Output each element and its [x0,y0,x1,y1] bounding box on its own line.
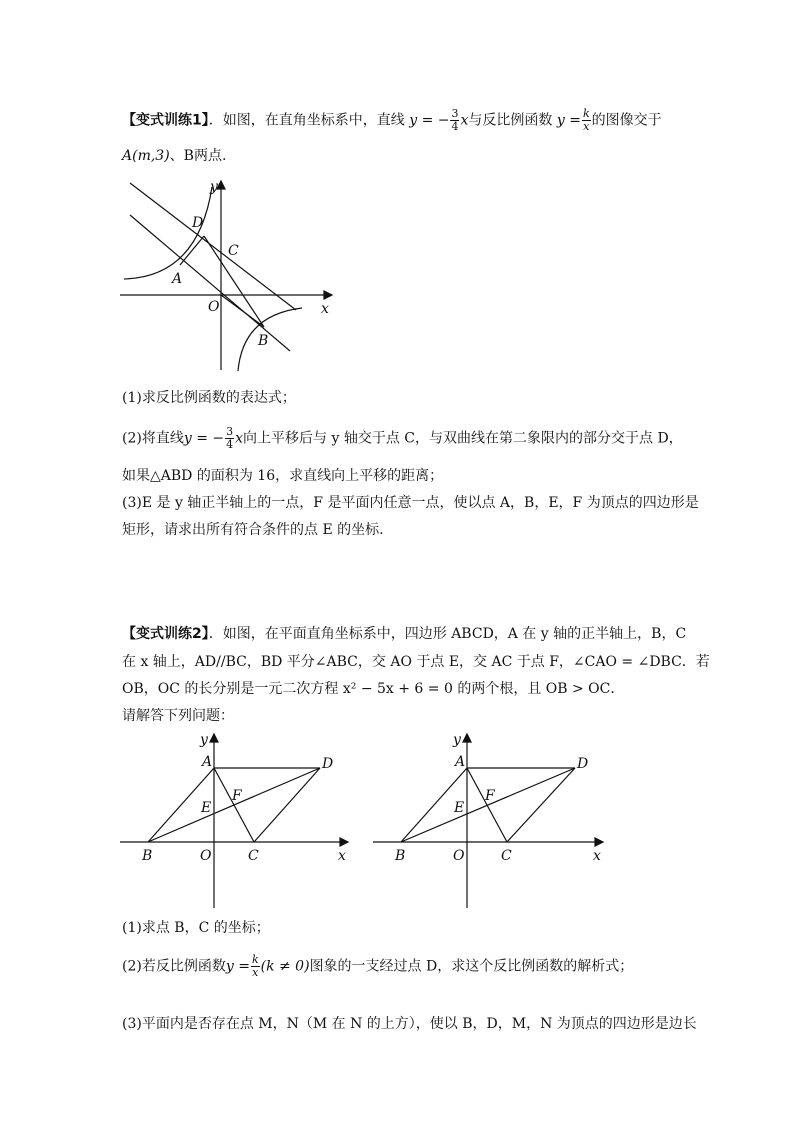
p1-q2-a: (2)将直线 [122,430,184,447]
p1-eq-x: x [460,112,469,129]
p1-q2-den: 4 [226,438,234,451]
p1-intro-c: 的图像交于 [591,112,662,129]
p1-label-x: x [321,301,329,317]
p2-q2-b: 图象的一支经过点 D，求这个反比例函数的解析式； [309,958,634,975]
p1-hyperbola-q2 [124,187,212,279]
p1-label-b: B [258,333,269,349]
p1-q2-num: 3 [226,425,234,438]
p1-seg-ad [180,236,204,265]
p1-label-c: C [228,243,239,259]
p2-q2-lhs: y = [225,958,250,975]
p1-line-dc [130,183,296,310]
p2r-x-arrow [595,838,603,846]
p2r-label-o: O [453,848,465,864]
p1-hyperbola-q4 [238,308,302,371]
p2r-y-arrow [463,734,471,742]
p2l-y-arrow [210,734,218,742]
p2l-label-e: E [201,800,212,816]
p2-q2-frac [251,954,260,979]
p1-inv-frac [582,108,591,133]
p2-l3: OB，OC 的长分别是一元二次方程 x² − 5x + 6 = 0 的两个根，且 OB > OC． [122,681,625,697]
p1-point-a: A(m,3) [122,148,170,164]
p2l-x-arrow [340,838,348,846]
p2-q2-line [122,954,633,979]
p1-q1: (1)求反比例函数的表达式； [122,390,296,406]
p1-inv-lhs: y = [556,112,581,129]
p1-eq-lhs: y = − [409,112,450,129]
p2l-label-b: B [142,848,153,864]
p1-inv-den: x [583,120,590,133]
p1-line-ab [130,215,290,351]
p1-q3-a: (3)E 是 y 轴正半轴上的一点，F 是平面内任意一点，使以点 A，B，E，F 为顶点的四边形是 [122,495,699,511]
p2l-label-y: y [200,732,208,748]
p2-l4: 请解答下列问题： [122,708,234,724]
p2r-label-c: C [501,848,512,864]
p2-figure-right [373,728,613,913]
p1-q2-c: 如果△ABD 的面积为 16，求直线向上平移的距离； [122,468,444,484]
p2l-label-o: O [200,848,212,864]
p2-l1: ．如图，在平面直角坐标系中，四边形 ABCD，A 在 y 轴的正半轴上，B，C [208,626,687,642]
p1-q2-x: x [235,430,244,447]
p1-intro-line2 [122,146,226,166]
p2l-label-f: F [232,788,242,804]
p1-eq-num: 3 [451,107,459,120]
p1-eq-frac [450,108,459,133]
p2l-label-d: D [322,756,334,772]
p1-figure [118,175,338,375]
p1-inv-num: k [582,107,590,120]
p2-q2-a: (2)若反比例函数 [122,958,226,975]
p2-title: 【变式训练2】 [122,626,209,642]
p1-title: 【变式训练1】 [122,112,209,129]
p1-label-a: A [172,271,183,287]
p1-intro-b: 与反比例函数 [468,112,553,129]
p1-seg-ob [221,295,264,327]
p2r-label-b: B [395,848,406,864]
p2r-seg-bd [401,768,575,842]
p2-figure-left [120,728,360,913]
p1-q2-b: 向上平移后与 y 轴交于点 C，与双曲线在第二象限内的部分交于点 D， [243,430,683,447]
p2l-label-x: x [338,848,346,864]
p2-q2-den: x [252,966,259,979]
p1-q2-lhs: y = − [183,430,225,447]
p2l-label-c: C [248,848,259,864]
p1-intro-line [122,108,662,133]
p2r-label-x: x [593,848,601,864]
p2l-label-a: A [202,754,213,770]
p1-q3-b: 矩形，请求出所有符合条件的点 E 的坐标. [122,522,384,538]
p2-line1 [122,624,686,644]
p2r-label-y: y [453,732,461,748]
p1-y-arrow [217,181,225,189]
p2-l2: 在 x 轴上，AD//BC，BD 平分∠ABC，交 AO 于点 E，交 AC 于点 F，∠CAO = ∠DBC．若 [122,654,710,670]
p2r-label-e: E [454,800,465,816]
p1-intro-d: 、B两点. [169,148,227,164]
p2-q1: (1)求点 B，C 的坐标； [122,920,270,936]
p2r-label-a: A [455,754,466,770]
p1-intro-a: ．如图，在直角坐标系中，直线 [208,112,405,129]
p2l-seg-cd [254,768,320,842]
p2l-seg-bd [148,768,320,842]
p2-q3: (3)平面内是否存在点 M，N（M 在 N 的上方），使以 B，D，M，N 为顶点的四边形是边长 [122,1016,697,1032]
p1-label-y: y [210,179,218,195]
p1-eq-den: 4 [451,120,459,133]
p1-q2-line [122,426,683,451]
p2-q2-num: k [251,953,259,966]
p1-label-o: O [208,299,220,315]
p2r-label-f: F [485,788,495,804]
p2-q2-cond: (k ≠ 0) [260,958,310,975]
p1-q2-frac [225,426,234,451]
p1-label-d: D [192,215,204,231]
p2r-label-d: D [577,756,589,772]
p2r-seg-cd [507,768,575,842]
p1-x-arrow [324,291,332,299]
